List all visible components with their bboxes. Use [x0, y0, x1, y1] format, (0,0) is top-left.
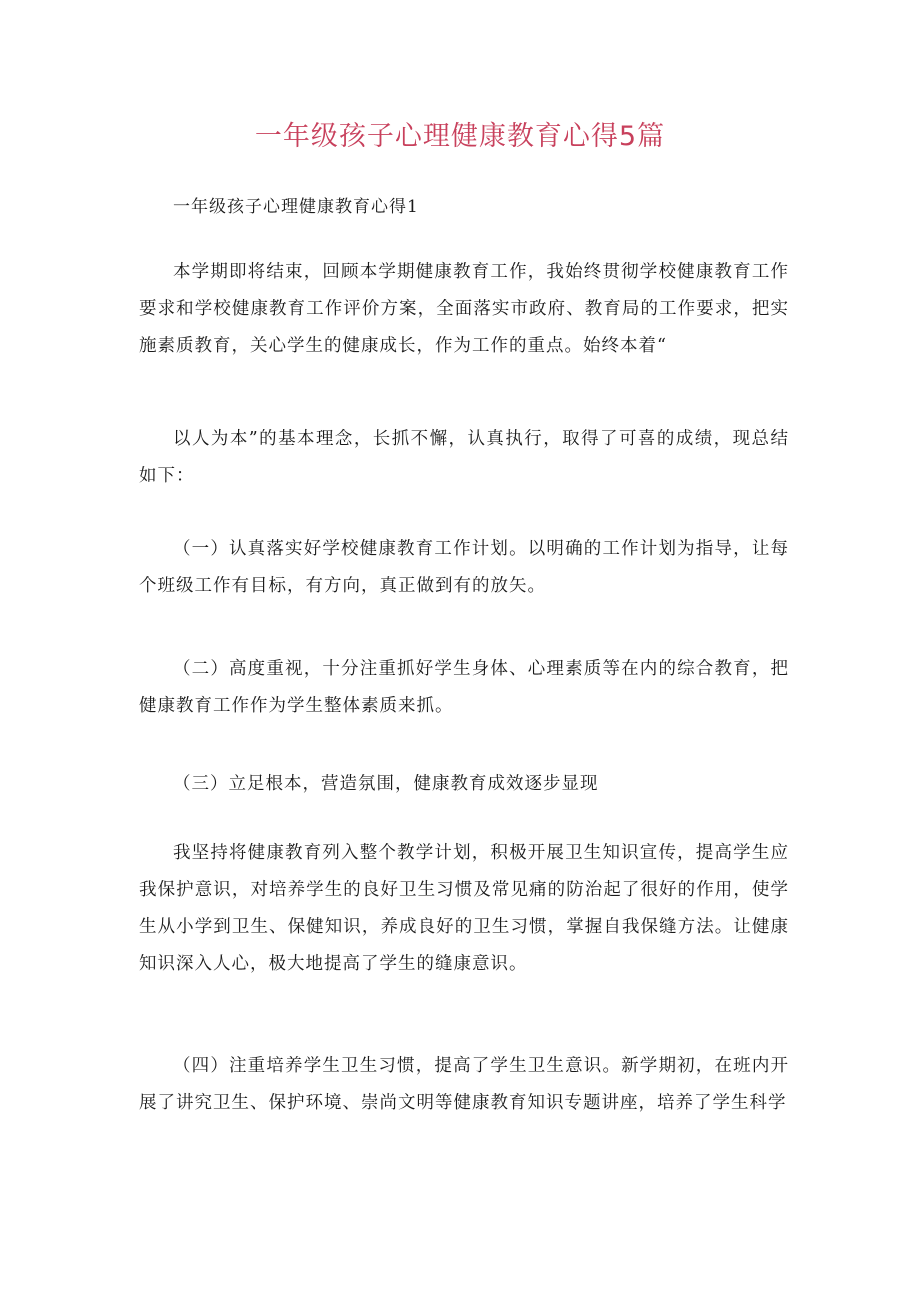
paragraph-item-3: （三）立足根本，营造氛围，健康教育成效逐步显现	[173, 774, 599, 794]
paragraph-item-2: （二）高度重视，十分注重抓好学生身体、心理素质等在内的综合教育，把健康教育工作作为学生整体素质来抓。	[139, 659, 789, 716]
section-subheading: 一年级孩子心理健康教育心得1	[173, 197, 419, 217]
paragraph-principle: 以人为本”的基本理念，长抓不懈，认真执行，取得了可喜的成绩，现总结如下：	[139, 429, 789, 486]
paragraph-intro: 本学期即将结束，回顾本学期健康教育工作，我始终贯彻学校健康教育工作要求和学校健康教育工作评价方案，全面落实市政府、教育局的工作要求，把实施素质教育，关心学生的健康成长，作为工作的重点。始终本着“	[139, 262, 789, 356]
paragraph-item-1: （一）认真落实好学校健康教育工作计划。以明确的工作计划为指导，让每个班级工作有目标，有方向，真正做到有的放矢。	[139, 539, 789, 596]
document-title: 一年级孩子心理健康教育心得5篇	[254, 121, 666, 152]
paragraph-item-4: （四）注重培养学生卫生习惯，提高了学生卫生意识。新学期初，在班内开展了讲究卫生、保护环境、崇尚文明等健康教育知识专题讲座，培养了学生科学	[139, 1056, 789, 1113]
paragraph-item-3-detail: 我坚持将健康教育列入整个教学计划，积极开展卫生知识宣传，提高学生应我保护意识，对培养学生的良好卫生习惯及常见痛的防治起了很好的作用，使学生从小学到卫生、保健知识，养成良好的卫生习惯，掌握自我保缝方法。让健康知识深入人心，极大地提高了学生的缝康意识。	[139, 843, 789, 974]
